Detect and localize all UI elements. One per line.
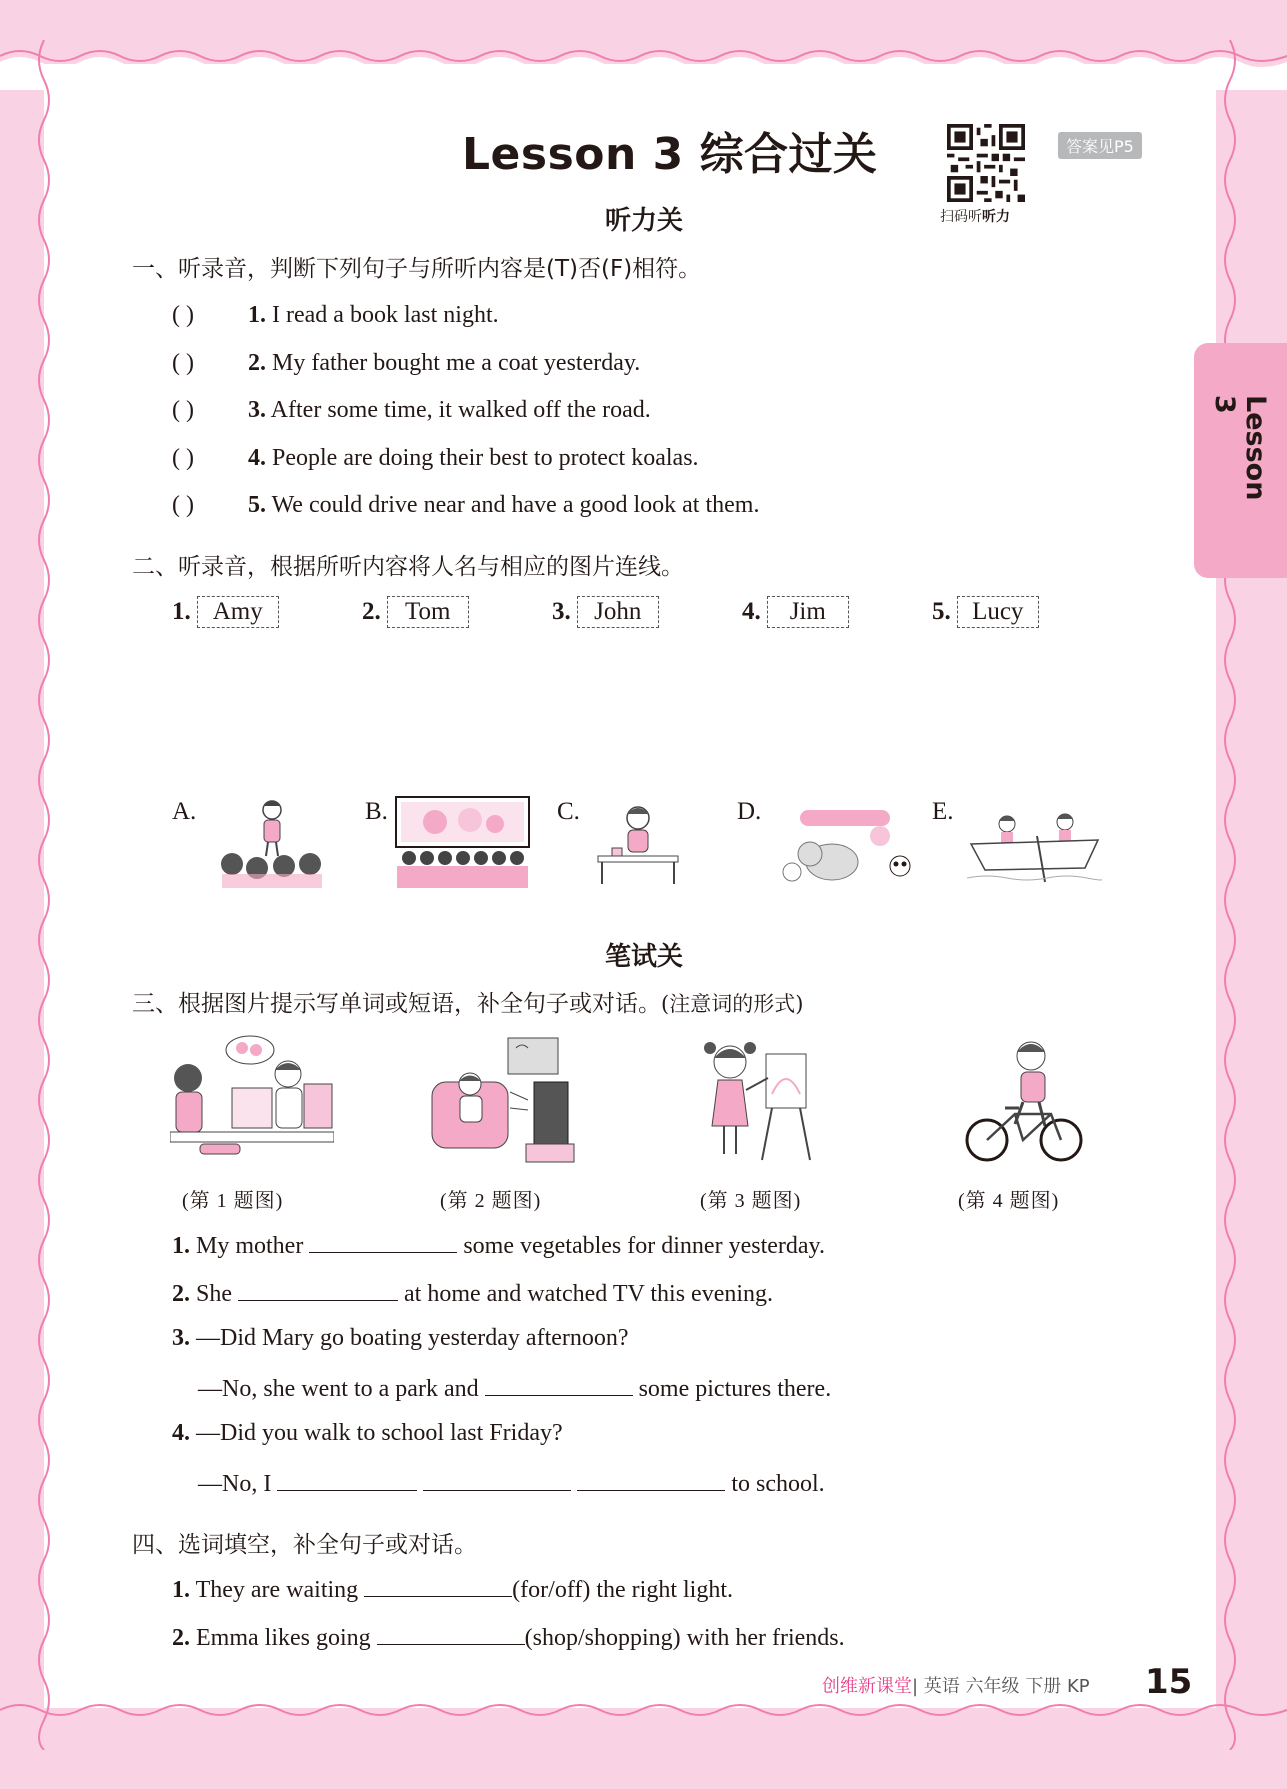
name-box[interactable]: John [577, 596, 659, 628]
answer-parentheses[interactable]: ( ) [172, 445, 194, 471]
item-number: 3. [248, 397, 266, 423]
question-text-before: —No, I [198, 1471, 278, 1497]
choice-question-1 [172, 1574, 733, 1604]
left-wave-border [24, 40, 64, 1750]
answer-blank-3[interactable] [577, 1468, 725, 1491]
fill-question-1 [172, 1230, 825, 1260]
name-box[interactable]: Lucy [957, 596, 1039, 628]
picture-caption-4: (第 4 题图) [958, 1190, 1060, 1212]
name-box[interactable]: Jim [767, 596, 849, 628]
answer-parentheses[interactable]: ( ) [172, 492, 194, 518]
fill-question-3-line-2 [198, 1373, 831, 1403]
tf-item-5 [172, 492, 759, 519]
qr-caption [940, 206, 1010, 226]
question-text-after: some pictures there. [632, 1376, 832, 1402]
name-number: 4. [742, 598, 761, 625]
picture-caption-1: (第 1 题图) [182, 1190, 284, 1212]
answer-blank-1[interactable] [277, 1468, 417, 1491]
picture-label-e: E. [932, 798, 954, 825]
question-text-after: at home and watched TV this evening. [398, 1281, 774, 1307]
tf-item-3 [172, 397, 651, 424]
picture-label-c: C. [557, 798, 580, 825]
footer-brand: 创维新课堂 [822, 1676, 912, 1697]
answer-blank-2[interactable] [423, 1468, 571, 1491]
picture-2-watching-tv[interactable] [430, 1034, 575, 1166]
name-number: 3. [552, 598, 571, 625]
listening-heading: 听力关 [605, 206, 684, 236]
name-number: 5. [932, 598, 951, 625]
name-number: 1. [172, 598, 191, 625]
footer [822, 1672, 1090, 1698]
answer-blank[interactable] [377, 1622, 525, 1645]
question-text-before: She [190, 1281, 238, 1307]
question-text-before: They are waiting [190, 1577, 365, 1603]
picture-a-performance[interactable] [212, 796, 332, 888]
fill-question-2 [172, 1278, 773, 1308]
name-item-3 [552, 596, 659, 628]
right-wave-border [1210, 40, 1250, 1750]
question-text: —Did you walk to school last Friday? [190, 1420, 563, 1446]
part1-instruction: 一、听录音，判断下列句子与所听内容是(T)否(F)相符。 [132, 256, 702, 282]
question-number: 4. [172, 1420, 190, 1446]
fill-question-4-line-2 [198, 1468, 825, 1498]
question-text: —Did Mary go boating yesterday afternoon? [190, 1325, 629, 1351]
picture-d-zoo[interactable] [770, 806, 920, 888]
tf-item-2 [172, 350, 640, 377]
footer-info: | 英语 六年级 下册 KP [912, 1676, 1090, 1697]
name-number: 2. [362, 598, 381, 625]
question-number: 3. [172, 1325, 190, 1351]
question-text-before: —No, she went to a park and [198, 1376, 485, 1402]
picture-4-cycling[interactable] [965, 1034, 1085, 1166]
question-text-after: (shop/shopping) with her friends. [524, 1625, 845, 1651]
name-box[interactable]: Amy [197, 596, 279, 628]
picture-e-boating[interactable] [967, 806, 1102, 888]
question-text-before: Emma likes going [190, 1625, 377, 1651]
item-number: 2. [248, 350, 266, 376]
item-text: We could drive near and have a good look at them. [266, 492, 760, 518]
answer-parentheses[interactable]: ( ) [172, 397, 194, 423]
qr-caption-prefix: 扫码听 [940, 209, 982, 225]
tf-item-1 [172, 302, 499, 329]
question-text-after: (for/off) the right light. [512, 1577, 734, 1603]
bottom-wave-border [0, 1700, 1287, 1789]
picture-1-cooking[interactable] [170, 1034, 334, 1166]
page-number: 15 [1145, 1662, 1193, 1702]
part4-instruction: 四、选词填空，补全句子或对话。 [132, 1532, 477, 1558]
page-title: Lesson 3 综合过关 [462, 129, 878, 180]
part3-instruction-text: 三、根据图片提示写单词或短语，补全句子或对话。 [132, 991, 661, 1017]
item-text: People are doing their best to protect koalas. [266, 445, 699, 471]
part3-instruction-note: (注意词的形式) [661, 992, 804, 1016]
writing-heading: 笔试关 [605, 942, 684, 972]
choice-question-2 [172, 1622, 845, 1652]
item-text: My father bought me a coat yesterday. [266, 350, 641, 376]
picture-label-b: B. [365, 798, 388, 825]
question-text-after: some vegetables for dinner yesterday. [457, 1233, 825, 1259]
picture-label-d: D. [737, 798, 762, 825]
answer-blank[interactable] [309, 1230, 457, 1253]
picture-3-painting[interactable] [700, 1034, 820, 1166]
side-tab-label: Lesson 3 [1209, 395, 1271, 501]
tf-item-4 [172, 445, 699, 472]
item-number: 1. [248, 302, 266, 328]
picture-c-desk[interactable] [592, 796, 684, 888]
item-text: After some time, it walked off the road. [266, 397, 651, 423]
item-number: 4. [248, 445, 266, 471]
item-text: I read a book last night. [266, 302, 499, 328]
answer-blank[interactable] [238, 1278, 398, 1301]
name-item-4 [742, 596, 849, 628]
question-number: 1. [172, 1233, 190, 1259]
name-item-5 [932, 596, 1039, 628]
question-number: 1. [172, 1577, 190, 1603]
answer-badge: 答案见P5 [1058, 132, 1142, 159]
question-number: 2. [172, 1281, 190, 1307]
fill-question-3-line-1 [172, 1325, 629, 1352]
question-number: 2. [172, 1625, 190, 1651]
part3-instruction [132, 985, 803, 1018]
answer-blank[interactable] [364, 1574, 512, 1597]
picture-caption-3: (第 3 题图) [700, 1190, 802, 1212]
picture-caption-2: (第 2 题图) [440, 1190, 542, 1212]
part2-instruction: 二、听录音，根据所听内容将人名与相应的图片连线。 [132, 554, 684, 580]
picture-label-a: A. [172, 798, 197, 825]
answer-blank[interactable] [485, 1373, 633, 1396]
name-item-2 [362, 596, 469, 628]
picture-b-cinema[interactable] [395, 796, 530, 888]
question-text-after: to school. [725, 1471, 825, 1497]
name-item-1 [172, 596, 279, 628]
question-text-before: My mother [190, 1233, 310, 1259]
item-number: 5. [248, 492, 266, 518]
name-box[interactable]: Tom [387, 596, 469, 628]
fill-question-4-line-1 [172, 1420, 563, 1447]
qr-code-icon[interactable] [947, 124, 1025, 202]
qr-caption-bold: 听力 [982, 209, 1010, 225]
answer-parentheses[interactable]: ( ) [172, 302, 194, 328]
answer-parentheses[interactable]: ( ) [172, 350, 194, 376]
